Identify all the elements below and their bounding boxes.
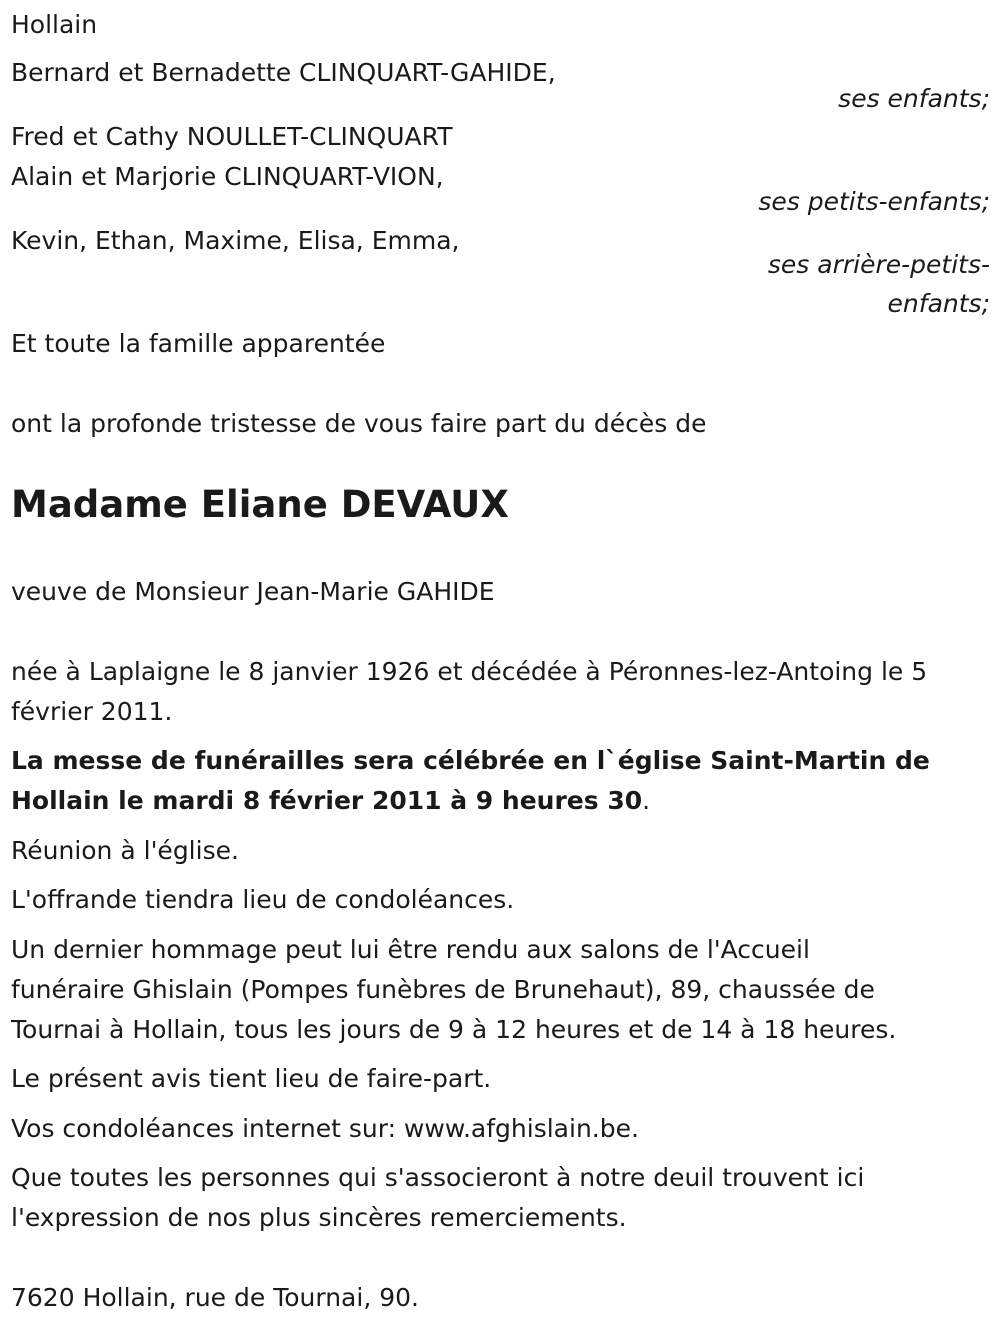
address-line: 7620 Hollain, rue de Tournai, 90. [11,1283,419,1312]
children-role: ses enfants; [838,84,990,113]
children-names: Bernard et Bernadette CLINQUART-GAHIDE, [11,58,556,87]
grandchildren-line-1: Fred et Cathy NOULLET-CLINQUART [11,122,453,151]
spouse-line: veuve de Monsieur Jean-Marie GAHIDE [11,577,495,606]
deceased-name: Madame Eliane DEVAUX [11,483,509,526]
condolences-line: Vos condoléances internet sur: www.afghislain.be. [11,1114,639,1143]
tribute-line-1: Un dernier hommage peut lui être rendu aux salons de l'Accueil [11,935,810,964]
tribute-line-2: funéraire Ghislain (Pompes funèbres de Brunehaut), 89, chaussée de [11,975,875,1004]
funeral-time: Hollain le mardi 8 février 2011 à 9 heures 30 [11,786,643,815]
announcement-text: ont la profonde tristesse de vous faire part du décès de [11,409,707,438]
funeral-period: . [642,786,651,815]
grandchildren-role: ses petits-enfants; [758,187,990,216]
thanks-line-1: Que toutes les personnes qui s'associeront à notre deuil trouvent ici [11,1163,865,1192]
birth-death-line-2: février 2011. [11,697,173,726]
offering-note: L'offrande tiendra lieu de condoléances. [11,885,515,914]
place-name: Hollain [11,10,98,39]
reunion-note: Réunion à l'église. [11,836,239,865]
notice-line: Le présent avis tient lieu de faire-part. [11,1064,492,1093]
tribute-line-3: Tournai à Hollain, tous les jours de 9 à 12 heures et de 14 à 18 heures. [11,1015,897,1044]
birth-death-line-1: née à Laplaigne le 8 janvier 1926 et décédée à Péronnes-lez-Antoing le 5 [11,657,928,686]
thanks-line-2: l'expression de nos plus sincères remerciements. [11,1203,627,1232]
great-grandchildren-role-line-1: ses arrière-petits- [767,250,990,279]
great-grandchildren-role-line-2: enfants; [887,289,990,318]
extended-family: Et toute la famille apparentée [11,329,386,358]
grandchildren-line-2: Alain et Marjorie CLINQUART-VION, [11,162,444,191]
funeral-line-2 [11,786,650,816]
funeral-line-1: La messe de funérailles sera célébrée en l`église Saint-Martin de [11,746,930,775]
great-grandchildren-names: Kevin, Ethan, Maxime, Elisa, Emma, [11,226,460,255]
